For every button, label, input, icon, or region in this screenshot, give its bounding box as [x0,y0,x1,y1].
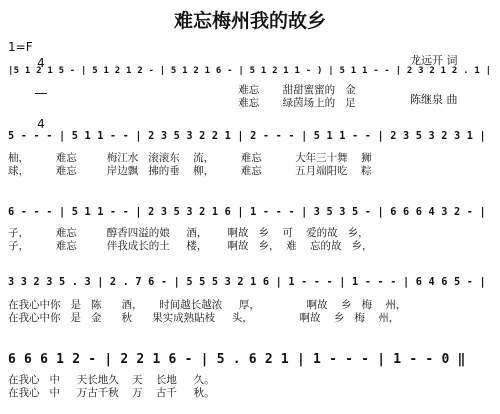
lyric-line-3a: 子， 难忘 醇香四溢的娘 酒， 啊故 乡 可 爱的故 乡， [8,227,369,239]
lyric-line-1b: 难忘 绿茵场上的 足 [8,97,356,109]
time-signature-top: 4 [37,56,45,70]
lyric-line-4a: 在我心中你 是 陈 酒， 时间越长越浓 厚， 啊故 乡 梅 州， [8,299,407,311]
lyric-line-4b: 在我心中你 是 金 秋 果实成熟貼枝 头， 啊故 乡 梅 州， [8,312,400,324]
notation-line-1: |5 1 2 1 5 - | 5 1 2 1 2 - | 5 1 2 1 6 - | 5 1 2 1 1 - ) | 5 1 1 - - | 2 3 2 1 2 . 1 | [8,66,492,76]
lyric-line-2b: 球， 难忘 岸边飘 拂的垂 柳， 难忘 五月端阳吃 粽 [8,165,372,177]
lyric-line-2a: 柚， 难忘 梅江水 滚滚东 流， 难忘 大年三十舞 狮 [8,152,372,164]
song-title: 难忘梅州我的故乡 [173,10,326,32]
lyric-line-5a: 在我心 中 天长地久 天 长地 久。 [8,374,215,386]
notation-line-3: 6 - - - | 5 1 1 - - | 2 3 5 3 2 1 6 | 1 - - - | 3 5 3 5 - | 6 6 6 4 3 2 - | [8,206,486,218]
key-signature: 1=F [8,40,33,54]
lyric-line-5b: 在我心 中 万古千秋 万 古千 秋。 [8,387,215,399]
lyric-line-1a: 难忘 甜甜蜜蜜的 金 [8,84,356,96]
notation-line-5: 6 6 6 1 2 - | 2 2 1 6 - | 5 . 6 2 1 | 1 - - - | 1 - - 0 ‖ [8,352,466,367]
time-signature-bottom: 4 [37,117,45,131]
lyric-line-3b: 子， 难忘 伴我成长的土 楼， 啊故 乡， 难 忘的故 乡， [8,240,373,252]
notation-line-4: 3 3 2 3 5 . 3 | 2 . 7 6 - | 5 5 5 3 2 1 6 | 1 - - - | 1 - - - | 6 4 6 5 - | [8,276,486,288]
lyricist-credit: 龙远开 词 [410,54,458,67]
composer-credit: 陈继泉 曲 [410,93,458,106]
notation-line-2: 5 - - - | 5 1 1 - - | 2 3 5 3 2 2 1 | 2 - - - | 5 1 1 - - | 2 3 5 3 2 3 1 | [8,130,486,142]
